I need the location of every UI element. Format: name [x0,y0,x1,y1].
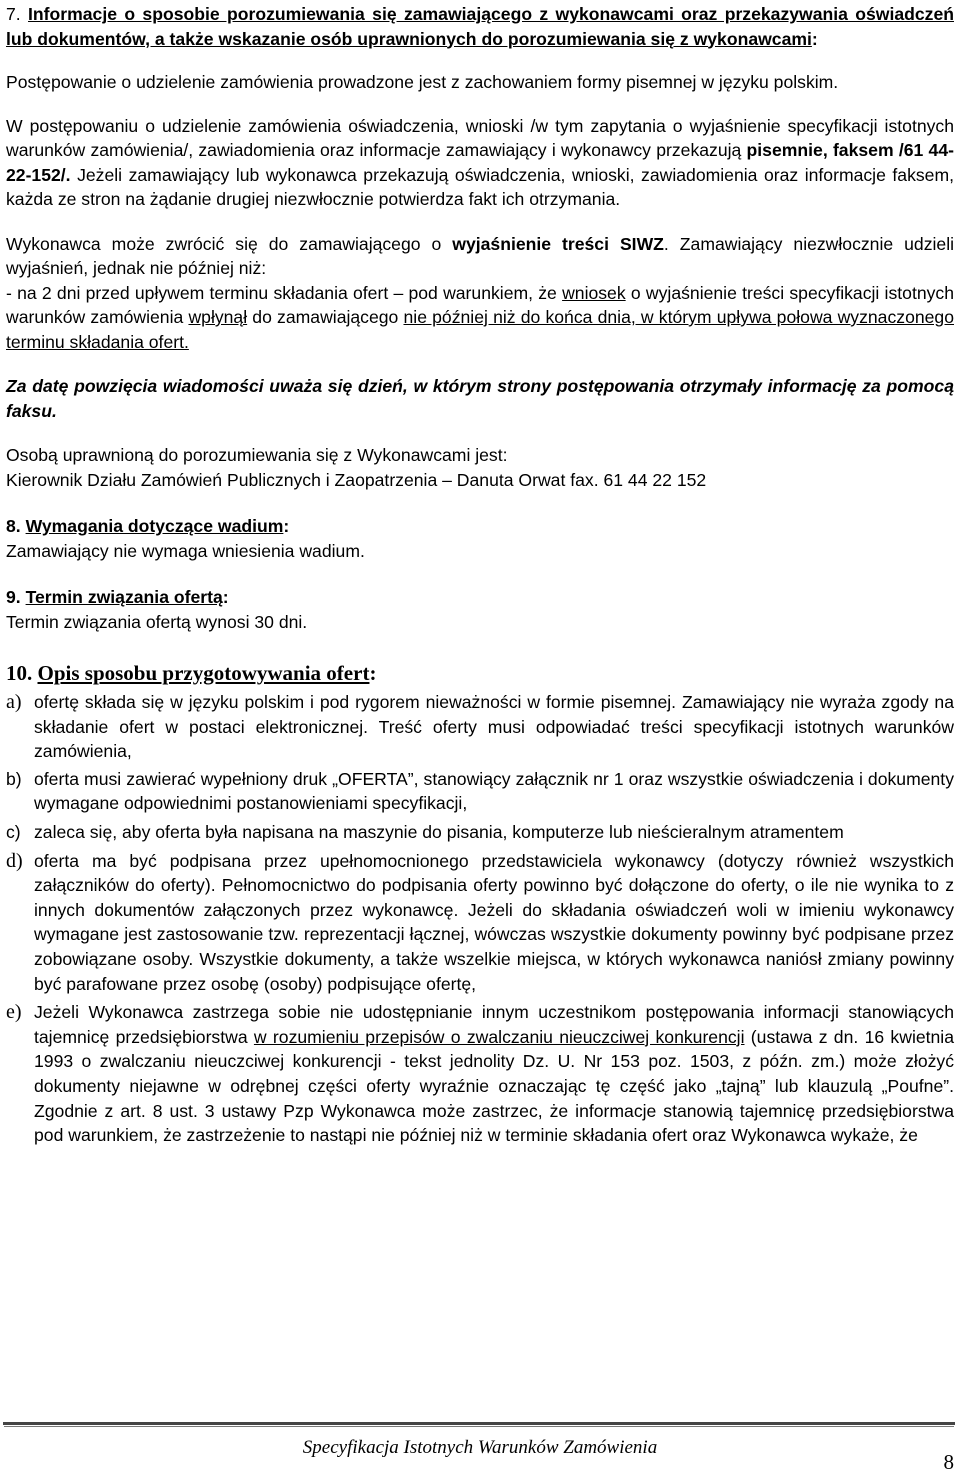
paragraph: Termin związania ofertą wynosi 30 dni. [6,611,308,632]
page-number: 8 [943,1450,954,1474]
section-number: 8. [6,516,21,536]
list-marker: c) [6,821,21,842]
text: Wykonawca może zwrócić się do zamawiającego o [6,233,453,254]
footer-title: Specyfikacja Istotnych Warunków Zamówienia [302,1437,658,1458]
text: . Zamawiający niezwłocznie udzieli wyjaśnień, jednak nie później niż: [6,233,955,278]
colon: : [369,661,377,685]
text: do zamawiającego [247,307,404,327]
list-text: Jeżeli Wykonawca zastrzega sobie nie udostępnianie innym uczestnikom postępowania informacji stanowiących tajemnicę przedsiębiorstwa [34,1002,954,1047]
list-text: ofertę składa się w języku polskim i pod rygorem nieważności w formie pisemnej. Zamawiający nie wyraża zgody na składanie ofert w postaci elektronicznej. Treść oferty musi odpowiadać treści specyfikacji istotnych warunków zamówienia, [34,692,954,762]
underlined-text: nie później niż do końca dnia, w którym upływa połowa wyznaczonego terminu składania ofert. [6,307,954,352]
section-number: 9. [6,587,21,607]
underlined-text: w rozumieniu przepisów o zwalczaniu nieuczciwej konkurencji [253,1026,745,1047]
section-10-heading [6,660,954,686]
text: W postępowaniu o udzielenie zamówienia oświadczenia, wnioski /w tym zapytania o wyjaśnienie specyfikacji istotnych warunków zamówienia/, zawiadomienia oraz informacje zamawiający i wykonawcy przekazują [6,115,954,160]
bold-italic-note: Za datę powzięcia wiadomości uważa się dzień, w którym strony postępowania otrzymały informację za pomocą faksu. [6,376,954,421]
list-item-c [6,820,954,845]
list-marker: b) [6,768,22,789]
list-marker: d) [6,849,23,872]
text: - na 2 dni przed upływem terminu składania ofert – pod warunkiem, że [6,282,563,303]
underlined-text: wniosek [562,282,626,303]
text: o wyjaśnienie treści specyfikacji istotnych warunków zamówienia [6,282,954,327]
section-title: Opis sposobu przygotowywania ofert [37,661,370,685]
list-text: oferta musi zawierać wypełniony druk „OFERTA”, stanowiący załącznik nr 1 oraz wszystkie oświadczenia i dokumenty wymagane odpowiednimi postanowieniami specyfikacji, [34,768,954,814]
list-marker: a) [6,691,22,713]
section-title: Wymagania dotyczące wadium [25,516,284,536]
colon: : [283,516,290,536]
contact-person: Kierownik Działu Zamówień Publicznych i Zaopatrzenia – Danuta Orwat fax. 61 44 22 152 [6,469,707,490]
paragraph: Osobą uprawnioną do porozumiewania się z Wykonawcami jest: [6,445,508,465]
document-page [6,0,954,1148]
text: Jeżeli zamawiający lub wykonawca przekazują oświadczenia, wnioski, zawiadomienia oraz informacje faksem, każda ze stron na żądanie drugiej niezwłocznie potwierdza fakt ich otrzymania. [6,164,954,209]
section-title: Termin związania ofertą [25,587,223,607]
section-8-heading [6,514,954,539]
list-item-e [6,1000,954,1148]
section-number: 7. [6,4,21,24]
paragraph: Zamawiający nie wymaga wniesienia wadium. [6,540,365,561]
section-9-heading [6,585,954,610]
fax-number: pisemnie, faksem /61 44-22-152/. [6,140,954,185]
paragraph: Postępowanie o udzielenie zamówienia prowadzone jest z zachowaniem formy pisemnej w języku polskim. [6,72,839,92]
list-item-b [6,767,954,816]
paragraph [6,232,954,355]
section-7-heading [6,2,954,51]
list-text: zaleca się, aby oferta była napisana na maszynie do pisania, komputerze lub nieścieralnym atramentem [34,821,844,842]
paragraph [6,114,954,212]
list-item-d [6,849,954,997]
emphasis: wyjaśnienie treści SIWZ [452,233,664,254]
footer-divider [3,1422,955,1425]
section-title: Informacje o sposobie porozumiewania się zamawiającego z wykonawcami oraz przekazywania oświadczeń lub dokumentów, a także wskazanie osób uprawnionych do porozumiewania się z wykonawcami [6,4,954,49]
list-text: (ustawa z dn. 16 kwietnia 1993 o zwalczaniu nieuczciwej konkurencji - tekst jednolity Dz. U. Nr 153 poz. 1503, z późn. zm.) może złożyć dokumenty niejawne w odrębnej części oferty wyraźnie oznaczając tę część jako „tajną” lub klauzulą „Poufne”. Zgodnie z art. 8 ust. 3 ustawy Pzp Wykonawca może zastrzec, że informacje stanowią tajemnicę przedsiębiorstwa pod warunkiem, że zastrzeżenie to nastąpi nie później niż w terminie składania ofert oraz Wykonawca wykaże, że [34,1026,954,1146]
colon: : [222,587,229,607]
section-number: 10. [6,661,33,685]
list-item-a [6,690,954,764]
list-text: oferta ma być podpisana przez upełnomocnionego przedstawiciela wykonawcy (dotyczy również wszystkich załączników do oferty). Pełnomocnictwo do podpisania oferty powinno być dołączone do oferty, o ile nie wynika to z innych dokumentów załączonych przez wykonawcę. Jeżeli do składania oświadczeń woli w imieniu wykonawcy wymagane jest zastosowanie tzw. reprezentacji łącznej, wówczas wszystkie dokumenty powinny być podpisane przez zobowiązane osoby. Wszystkie dokumenty, a także wszelkie miejsca, w których wykonawca naniósł zmiany powinny być parafowane przez osobę (osoby) podpisujące ofertę, [34,850,954,994]
colon: : [811,28,818,49]
underlined-text: wpłynął [188,307,248,327]
list-marker: e) [6,1001,22,1024]
